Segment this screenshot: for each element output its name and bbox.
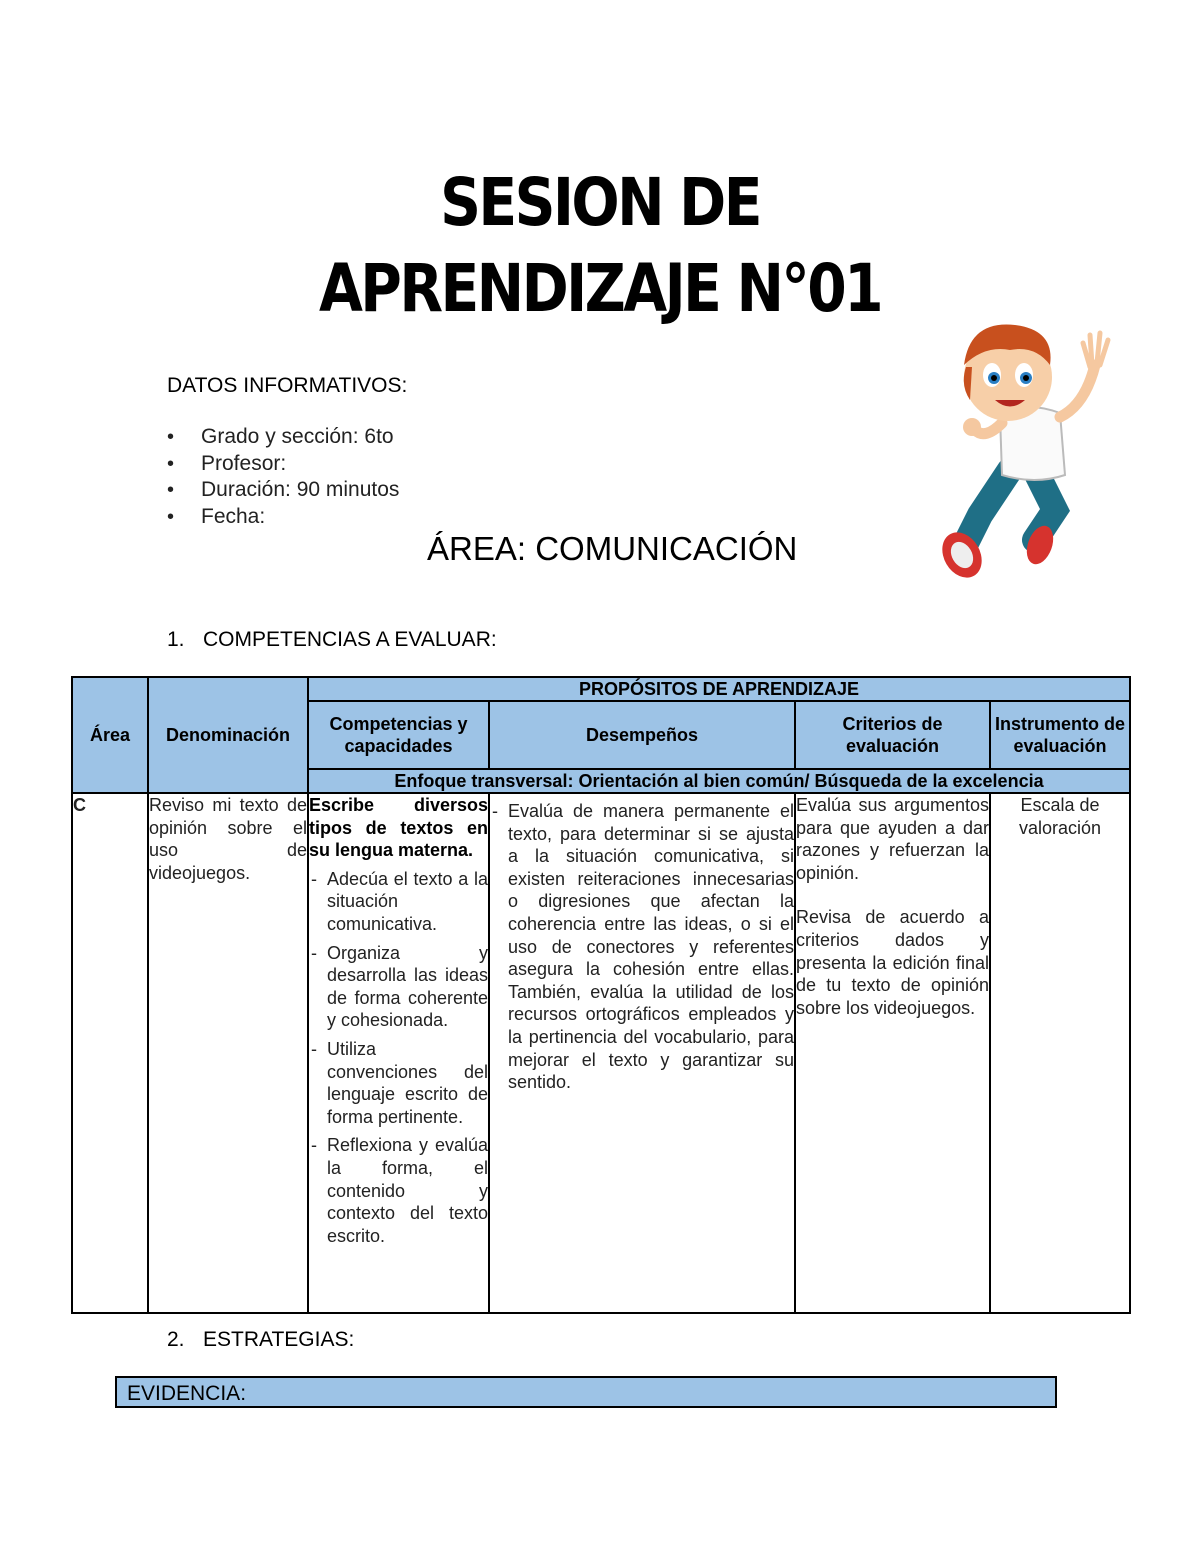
header-propositos: PROPÓSITOS DE APRENDIZAJE [308,677,1130,701]
header-criterios: Criterios de evaluación [795,701,990,769]
section-1-number: 1. [167,628,185,651]
capacidad-item: - Organiza y desarrolla las ideas de forma coherente y cohesionada. [309,942,488,1032]
capacidad-item: - Utiliza convenciones del lenguaje escrito de forma pertinente. [309,1038,488,1128]
datos-item-profesor: • Profesor: [165,451,399,478]
competencia-title: Escribe diversos tipos de textos en su lengua materna. [309,795,488,861]
title-line-2: APRENDIZAJE N°01 [318,250,882,327]
section-1-label: COMPETENCIAS A EVALUAR: [203,628,497,651]
criterio-2: Revisa de acuerdo a criterios dados y presenta la edición final de tu texto de opinión sobre los videojuegos. [796,907,989,1018]
datos-item-fecha: • Fecha: [165,504,399,531]
capacidad-item: - Adecúa el texto a la situación comunicativa. [309,868,488,936]
area-title: ÁREA: COMUNICACIÓN [427,530,798,567]
header-denominacion: Denominación [148,677,308,793]
capacidad-item: - Reflexiona y evalúa la forma, el contenido y contexto del texto escrito. [309,1134,488,1247]
row-instrumento: Escala de valoración [990,793,1130,1313]
cartoon-boy-icon [940,305,1125,585]
row-desempenos [489,793,795,1313]
row-competencias [308,793,489,1313]
row-denominacion: Reviso mi texto de opinión sobre el uso de videojuegos. [148,793,308,1313]
enfoque-transversal: Enfoque transversal: Orientación al bien común/ Búsqueda de la excelencia [308,769,1130,793]
datos-heading: DATOS INFORMATIVOS: [167,374,408,397]
datos-list [165,424,399,530]
section-2-number: 2. [167,1328,185,1351]
row-area: C [72,793,148,1313]
desempeno-item: - Evalúa de manera permanente el texto, para determinar si se ajusta a la situación comunicativa, si existen reiteraciones innecesarias o digresiones que afectan la coherencia entre las ideas, o si el uso de conectores y referentes asegura la cohesión entre ellas. También, evalúa la utilidad de los recursos ortográficos empleados y la pertinencia del vocabulario, para mejorar el texto y garantizar su sentido. [490,800,794,1094]
header-competencias: Competencias y capacidades [308,701,489,769]
header-area: Área [72,677,148,793]
competencias-table [71,676,1131,1314]
datos-item-grado: • Grado y sección: 6to [165,424,399,451]
section-2-heading [167,1328,354,1352]
criterio-1: Evalúa sus argumentos para que ayuden a dar razones y refuerzan la opinión. [796,795,989,883]
datos-item-duracion: • Duración: 90 minutos [165,477,399,504]
evidencia-box: EVIDENCIA: [115,1376,1057,1408]
header-instrumento: Instrumento de evaluación [990,701,1130,769]
section-2-label: ESTRATEGIAS: [203,1328,355,1351]
header-desempenos: Desempeños [489,701,795,769]
section-1-heading [167,628,497,652]
title-line-1: SESION DE [440,164,760,241]
row-criterios [795,793,990,1313]
